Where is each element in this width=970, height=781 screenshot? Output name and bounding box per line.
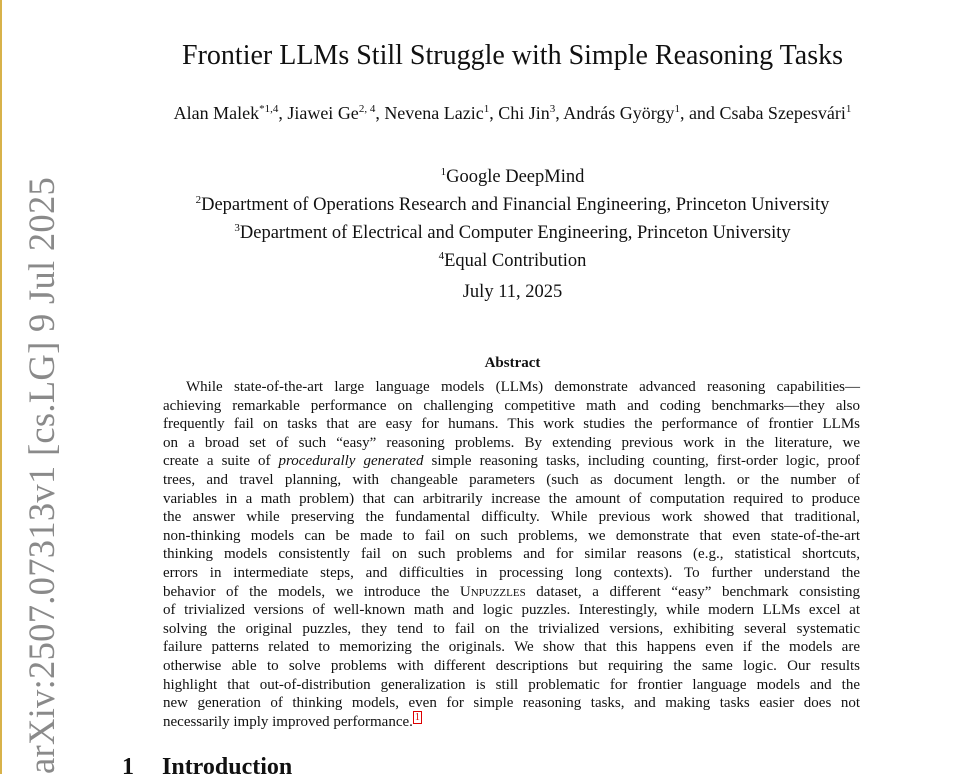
abstract-line: otherwise able to solve problems with different descriptions but requiring the same logic. Our results [163,657,860,674]
affiliation: $^4$Equal Contribution [438,250,587,272]
margin-rule [0,0,2,774]
publication-date: July 11, 2025 [462,282,563,302]
section-heading [122,754,292,781]
abstract-heading: Abstract [484,355,541,371]
author: András György$^1$ [563,103,680,123]
abstract-line: new generation of thinking models, even for simple reasoning tasks, and making tasks easier does not [163,695,860,712]
affiliation: $^2$Department of Operations Research and Financial Engineering, Princeton University [195,194,830,216]
emphasis: procedurally generated [278,453,424,470]
paper-title: Frontier LLMs Still Struggle with Simple Reasoning Tasks [182,40,843,71]
author: Csaba Szepesvári$^1$ [719,103,852,123]
abstract-line: achieving remarkable performance on challenging competitive math and coding benchmarks—they also [163,397,860,414]
abstract-line: non-thinking models can be made to fail on such problems, we demonstrate that even state-of-the-art [163,527,860,544]
abstract-body [163,378,860,731]
author: Jiawei Ge$^{2, 4}$ [287,103,376,123]
dataset-name: Unpuzzles [459,583,526,600]
abstract-line: trees, and travel planning, with changeable parameters (such as document length. or the number of [163,471,860,488]
section-number: 1 [122,754,134,780]
affiliation: $^1$Google DeepMind [440,166,585,188]
abstract-line: behavior of the models, we introduce the Unpuzzles dataset, a different “easy” benchmark consisting [163,583,861,600]
affiliation: $^3$Department of Electrical and Computer Engineering, Princeton University [234,222,791,244]
abstract-line: variables in a math problem) that can arbitrarily increase the amount of computation required to produce [163,490,860,507]
abstract-line: necessarily imply improved performance. $^1$ [163,711,420,730]
footnote-link[interactable]: 1 [414,711,420,723]
abstract-line: While state-of-the-art large language models (LLMs) demonstrate advanced reasoning capabilities— [186,379,860,395]
abstract-line: solving the original puzzles, they tend to fail on the trivialized versions, exhibiting several systematic [163,620,860,637]
arxiv-identifier[interactable]: arXiv:2507.07313v1 [cs.LG] 9 Jul 2025 [21,176,62,774]
abstract-line: frequently fail on tasks that are easy for humans. This work studies the performance of frontier LLMs [163,416,860,433]
author: Chi Jin$^3$ [498,103,556,123]
author: Nevena Lazic$^1$ [384,103,490,123]
abstract-line: create a suite of procedurally generated simple reasoning tasks, including counting, first-order logic, proof [163,453,860,470]
author-list: Alan Malek$^{*1,4}$, Jiawei Ge$^{2, 4}$, Nevena Lazic$^1$, Chi Jin$^3$, András György$^1$, and Csaba Szepesvári$^1$ [173,103,852,123]
abstract-line: failure patterns related to memorizing the originals. We show that this happens even if the models are [163,639,860,656]
section-title: Introduction [162,754,293,780]
author: Alan Malek$^{*1,4}$ [173,103,279,123]
abstract-line: of trivialized versions of well-known math and logic puzzles. Interestingly, while modern LLMs excel at [163,602,860,619]
abstract-line: highlight that out-of-distribution generalization is still problematic for frontier language models and the [163,676,860,693]
abstract-line: thinking models consistently fail on such problems and for similar reasons (e.g., statistical shortcuts, [163,546,860,563]
abstract-line: errors in intermediate steps, and difficulties in processing long contexts). To further understand the [163,564,860,581]
abstract-line: on a broad set of such “easy” reasoning problems. By extending previous work in the literature, we [163,434,860,451]
affiliation-list [140,161,885,274]
abstract-line: the answer while preserving the fundamental difficulty. While previous work showed that traditional, [163,509,860,526]
